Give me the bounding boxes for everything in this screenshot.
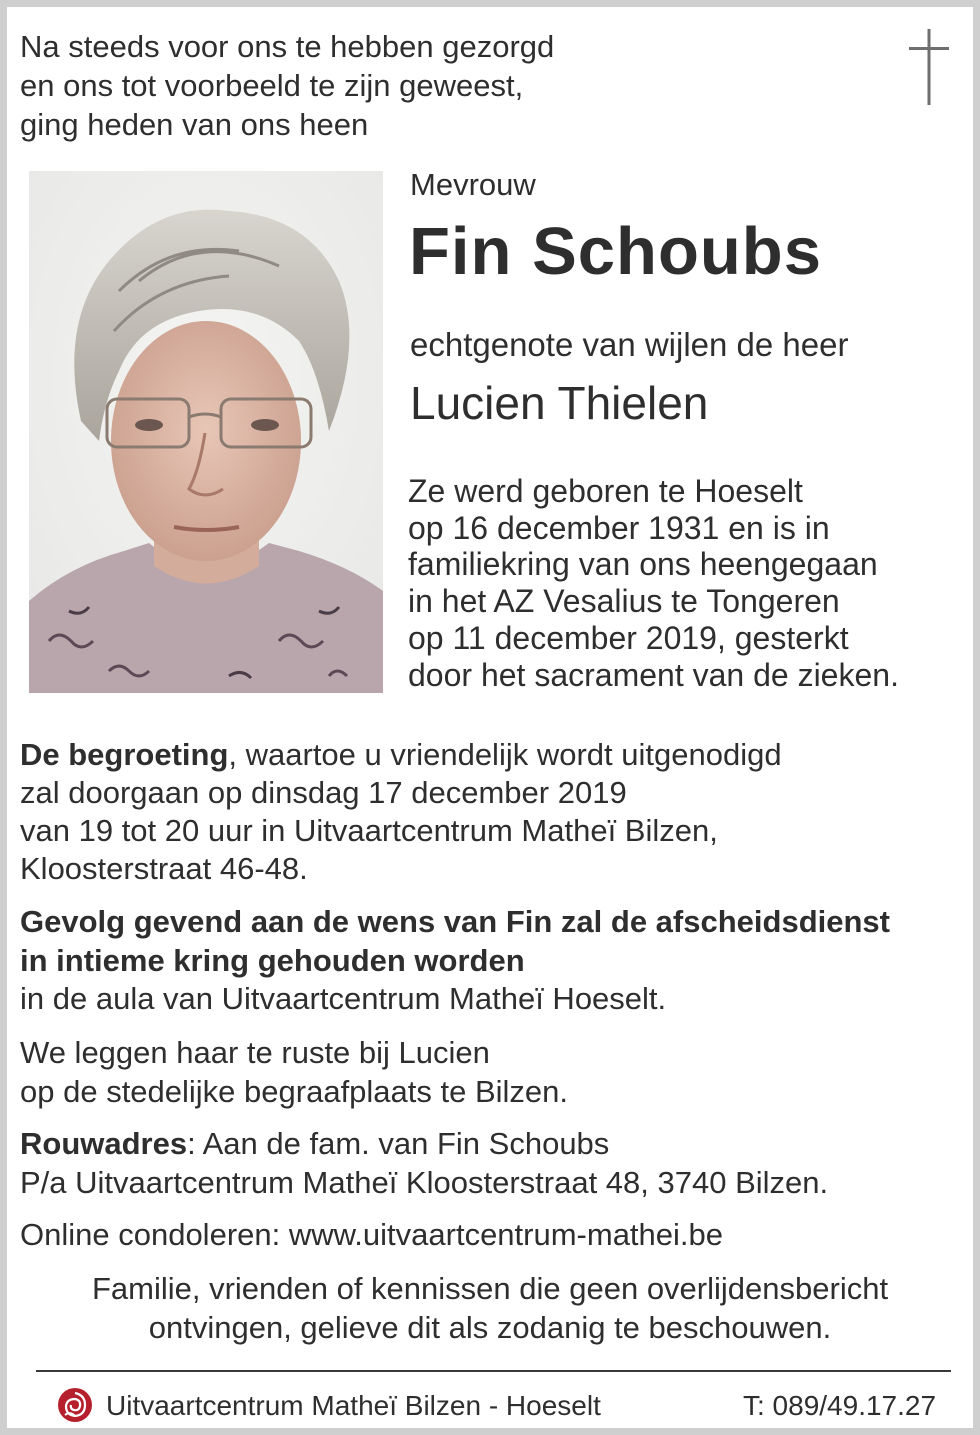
notice-line: Familie, vrienden of kennissen die geen overlijdensbericht <box>91 1271 889 1306</box>
intro-text <box>20 27 554 144</box>
mourning-address <box>20 1125 828 1202</box>
farewell-line: in de aula van Uitvaartcentrum Matheï Hoeselt. <box>20 981 667 1016</box>
address-heading: Rouwadres <box>20 1126 188 1161</box>
bio-line: door het sacrament van de zieken. <box>408 656 899 693</box>
cross-icon <box>909 29 949 105</box>
bio-line: familiekring van ons heengegaan <box>408 546 878 583</box>
spouse-name: Lucien Thielen <box>410 377 709 429</box>
online-condolence: Online condoleren: www.uitvaartcentrum-mathei.be <box>20 1217 724 1252</box>
burial-section <box>20 1034 568 1111</box>
bio-line: op 16 december 1931 en is in <box>408 509 830 546</box>
burial-line: op de stedelijke begraafplaats te Bilzen. <box>20 1073 569 1109</box>
address-line: P/a Uitvaartcentrum Matheï Kloosterstraat 48, 3740 Bilzen. <box>20 1164 829 1200</box>
greeting-rest: , waartoe u vriendelijk wordt uitgenodigd <box>228 737 782 772</box>
notice-line: ontvingen, gelieve dit als zodanig te beschouwen. <box>148 1309 832 1345</box>
intro-line: en ons tot voorbeeld te zijn geweest, <box>20 68 524 103</box>
obituary-card <box>7 7 973 1428</box>
title-prefix: Mevrouw <box>410 167 536 202</box>
bio-line: Ze werd geboren te Hoeselt <box>408 473 803 509</box>
address-first-line <box>20 1125 828 1164</box>
greeting-heading: De begroeting <box>20 737 229 772</box>
bio-line: in het AZ Vesalius te Tongeren <box>408 583 840 620</box>
bio-line: op 11 december 2019, gesterkt <box>408 619 849 656</box>
biography <box>408 473 899 693</box>
burial-line: We leggen haar te ruste bij Lucien <box>20 1035 490 1070</box>
greeting-section <box>20 736 782 888</box>
footer-company-name: Uitvaartcentrum Matheï Bilzen - Hoeselt <box>106 1390 601 1421</box>
spouse-prefix: echtgenote van wijlen de heer <box>410 326 849 363</box>
greeting-line: Kloosterstraat 46-48. <box>20 851 308 886</box>
intro-line: ging heden van ons heen <box>20 107 369 142</box>
farewell-section <box>20 903 890 1019</box>
address-rest: : Aan de fam. van Fin Schoubs <box>187 1126 610 1161</box>
notice-text <box>7 1270 973 1347</box>
rose-logo-icon <box>57 1387 93 1423</box>
intro-line: Na steeds voor ons te hebben gezorgd <box>20 29 555 64</box>
footer-phone: T: 089/49.17.27 <box>743 1390 937 1421</box>
greeting-first-line <box>20 736 782 774</box>
greeting-line: zal doorgaan op dinsdag 17 december 2019 <box>20 775 627 810</box>
portrait-photo <box>29 171 383 693</box>
greeting-line: van 19 tot 20 uur in Uitvaartcentrum Matheï Bilzen, <box>20 813 718 848</box>
farewell-bold-line: Gevolg gevend aan de wens van Fin zal de afscheidsdienst <box>20 904 890 939</box>
deceased-name: Fin Schoubs <box>409 214 822 289</box>
farewell-bold-line: in intieme kring gehouden worden <box>20 942 525 978</box>
footer-divider <box>36 1370 951 1372</box>
